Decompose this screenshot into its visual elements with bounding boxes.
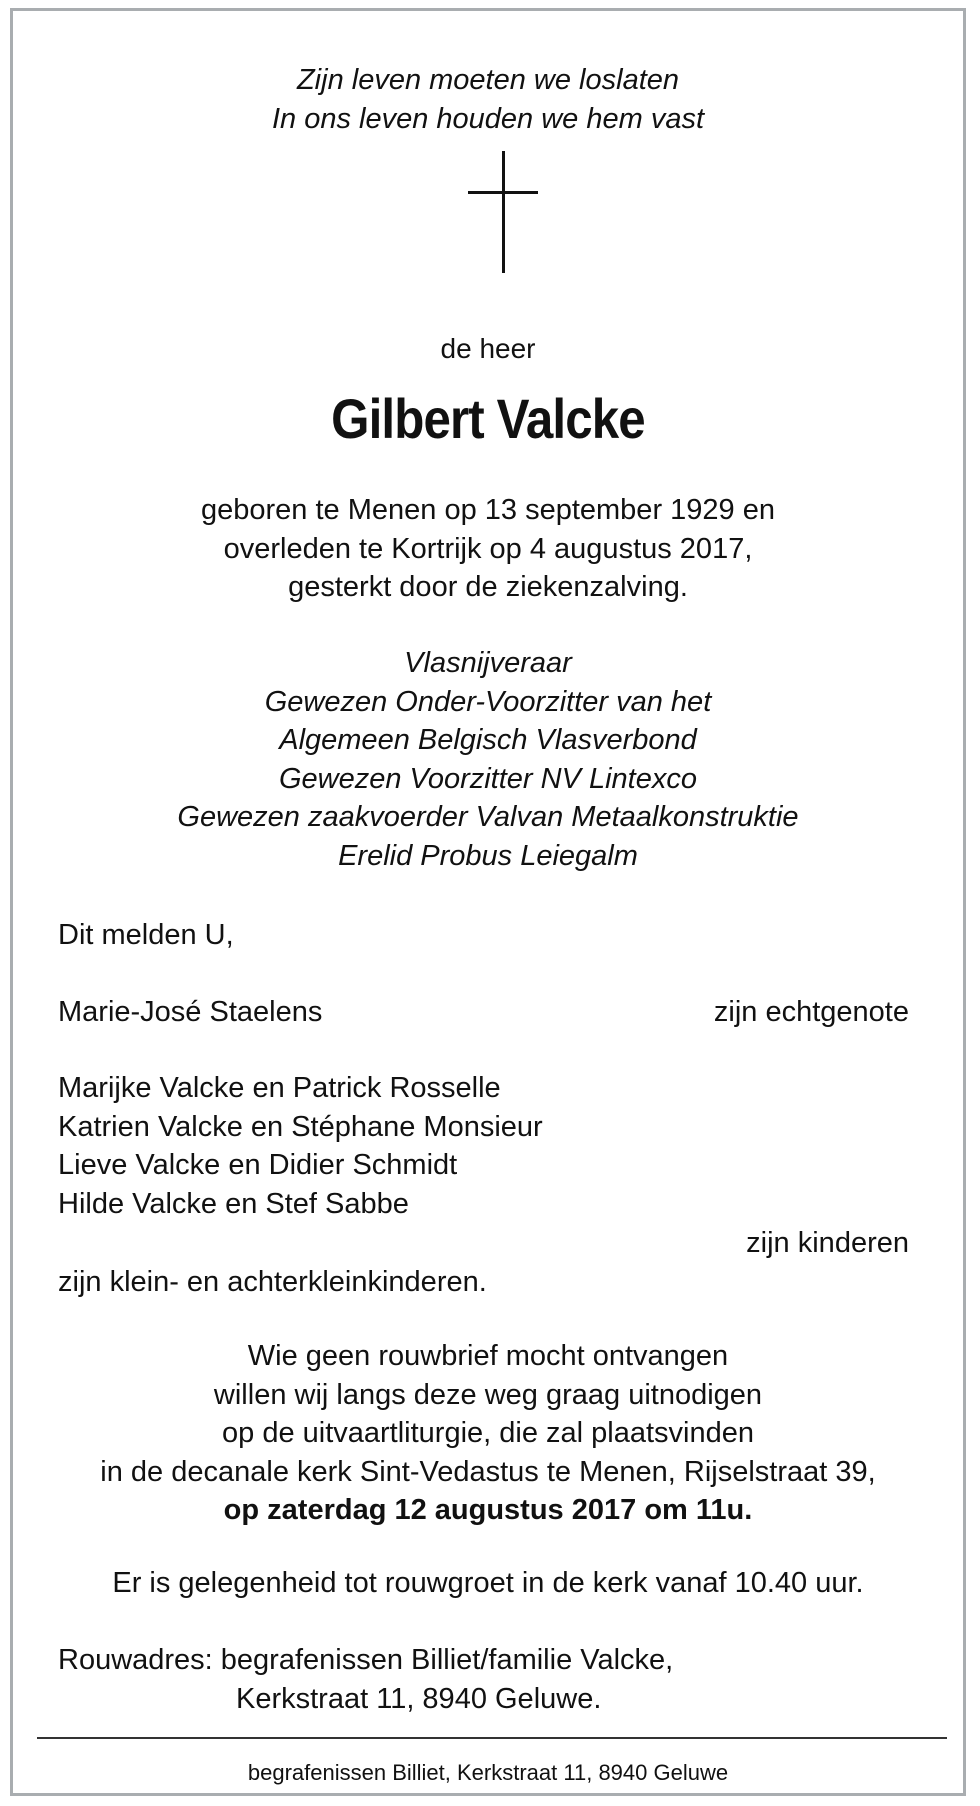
deceased-name: Gilbert Valcke xyxy=(331,387,645,450)
cross-icon-vertical xyxy=(502,151,505,273)
mourning-address-line-1: Rouwadres: begrafenissen Billiet/familie Valcke, xyxy=(58,1644,674,1676)
title-item: Erelid Probus Leiegalm xyxy=(338,839,638,872)
announce-intro-row xyxy=(58,916,909,954)
grandchildren: zijn klein- en achterkleinkinderen. xyxy=(58,1266,487,1298)
cross-icon-horizontal xyxy=(468,191,538,194)
name-prefix: de heer xyxy=(440,333,536,364)
condolence-info: Er is gelegenheid tot rouwgroet in de kerk vanaf 10.40 uur. xyxy=(112,1567,864,1599)
spouse-name: Marie-José Staelens xyxy=(58,996,323,1028)
motto-line-1: Zijn leven moeten we loslaten xyxy=(296,64,680,96)
birth-line-2: overleden te Kortrijk op 4 augustus 2017, xyxy=(223,532,753,565)
child-couple: Lieve Valcke en Didier Schmidt xyxy=(58,1149,458,1181)
funeral-home-footer: begrafenissen Billiet, Kerkstraat 11, 8940 Geluwe xyxy=(247,1760,729,1785)
invitation-line-4: in de decanale kerk Sint-Vedastus te Menen, Rijselstraat 39, xyxy=(100,1455,876,1488)
announce-intro: Dit melden U, xyxy=(58,919,234,951)
birth-line-1: geboren te Menen op 13 september 1929 en xyxy=(201,494,775,526)
motto xyxy=(13,61,963,139)
title-item: Vlasnijveraar xyxy=(404,647,572,679)
obituary-card xyxy=(10,8,966,1796)
birth-info xyxy=(13,491,963,607)
title-item: Gewezen zaakvoerder Valvan Metaalkonstruktie xyxy=(177,801,799,833)
title-item: Algemeen Belgisch Vlasverbond xyxy=(279,724,697,756)
birth-line-3: gesterkt door de ziekenzalving. xyxy=(288,571,688,603)
invitation-line-3: op de uitvaartliturgie, die zal plaatsvinden xyxy=(222,1417,754,1449)
titles-list xyxy=(13,644,963,875)
funeral-date: op zaterdag 12 augustus 2017 om 11u. xyxy=(223,1494,753,1526)
invitation xyxy=(13,1337,963,1530)
motto-line-2: In ons leven houden we hem vast xyxy=(271,103,705,135)
children-role: zijn kinderen xyxy=(746,1227,909,1259)
title-item: Gewezen Voorzitter NV Lintexco xyxy=(278,762,697,795)
spouse-row xyxy=(58,993,909,1031)
child-couple: Hilde Valcke en Stef Sabbe xyxy=(58,1187,409,1220)
children-role-row xyxy=(58,1224,909,1262)
children-list xyxy=(58,1069,543,1223)
invitation-line-1: Wie geen rouwbrief mocht ontvangen xyxy=(247,1340,729,1372)
mourning-address-line-2: Kerkstraat 11, 8940 Geluwe. xyxy=(236,1683,602,1715)
spouse-role: zijn echtgenote xyxy=(713,996,909,1028)
title-item: Gewezen Onder-Voorzitter van het xyxy=(264,685,712,718)
child-couple: Katrien Valcke en Stéphane Monsieur xyxy=(58,1110,543,1143)
child-couple: Marijke Valcke en Patrick Rosselle xyxy=(58,1072,501,1104)
invitation-line-2: willen wij langs deze weg graag uitnodigen xyxy=(213,1378,763,1411)
grandchildren-row xyxy=(58,1263,909,1301)
footer-divider xyxy=(37,1737,947,1739)
